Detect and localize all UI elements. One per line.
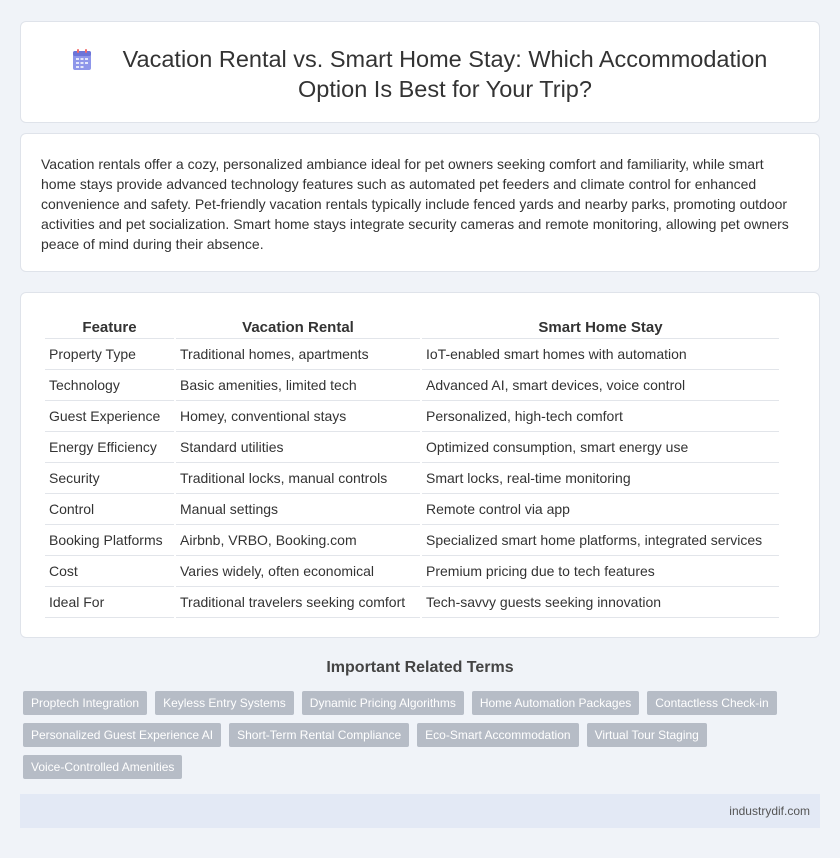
table-cell: Varies widely, often economical — [176, 556, 420, 587]
intro-card — [20, 133, 820, 272]
table-cell: Specialized smart home platforms, integrated services — [422, 525, 779, 556]
table-cell: Booking Platforms — [45, 525, 174, 556]
table-cell: Technology — [45, 370, 174, 401]
related-terms-list — [23, 691, 813, 787]
title-card — [20, 21, 820, 123]
related-term-tag[interactable]: Keyless Entry Systems — [155, 691, 294, 715]
table-cell: Smart locks, real-time monitoring — [422, 463, 779, 494]
table-cell: Energy Efficiency — [45, 432, 174, 463]
table-row — [45, 370, 779, 401]
table-cell: Property Type — [45, 339, 174, 370]
table-row — [45, 401, 779, 432]
table-cell: Premium pricing due to tech features — [422, 556, 779, 587]
table-cell: Remote control via app — [422, 494, 779, 525]
footer — [20, 794, 820, 828]
related-term-tag[interactable]: Eco-Smart Accommodation — [417, 723, 578, 747]
table-cell: Homey, conventional stays — [176, 401, 420, 432]
related-term-tag[interactable]: Proptech Integration — [23, 691, 147, 715]
table-row — [45, 494, 779, 525]
table-cell: Traditional locks, manual controls — [176, 463, 420, 494]
page-title: Vacation Rental vs. Smart Home Stay: Which Accommodation Option Is Best for Your Trip? — [122, 46, 768, 102]
comparison-table — [43, 313, 781, 618]
column-header-feature: Feature — [45, 313, 174, 339]
table-cell: Cost — [45, 556, 174, 587]
table-cell: Traditional homes, apartments — [176, 339, 420, 370]
table-header-row — [45, 313, 779, 339]
footer-site-link[interactable]: industrydif.com — [729, 804, 810, 818]
table-cell: Ideal For — [45, 587, 174, 618]
table-cell: Security — [45, 463, 174, 494]
table-cell: Optimized consumption, smart energy use — [422, 432, 779, 463]
column-header-smart-home-stay: Smart Home Stay — [422, 313, 779, 339]
related-term-tag[interactable]: Contactless Check-in — [647, 691, 776, 715]
table-cell: Personalized, high-tech comfort — [422, 401, 779, 432]
related-term-tag[interactable]: Short-Term Rental Compliance — [229, 723, 409, 747]
table-row — [45, 463, 779, 494]
table-cell: Traditional travelers seeking comfort — [176, 587, 420, 618]
table-cell: Manual settings — [176, 494, 420, 525]
table-cell: Basic amenities, limited tech — [176, 370, 420, 401]
table-cell: Airbnb, VRBO, Booking.com — [176, 525, 420, 556]
table-row — [45, 339, 779, 370]
table-cell: Guest Experience — [45, 401, 174, 432]
intro-paragraph: Vacation rentals offer a cozy, personalized ambiance ideal for pet owners seeking comfort and familiarity, while smart home stays provide advanced technology features such as automated pet feeders and climate control for enhanced convenience and safety. Pet-friendly vacation rentals typically include fenced yards and nearby parks, promoting outdoor activities and pet socialization. Smart home stays integrate security cameras and remote monitoring, allowing pet owners peace of mind during their absence. — [41, 156, 789, 252]
comparison-card — [20, 292, 820, 638]
related-terms-heading: Important Related Terms — [326, 659, 514, 676]
table-cell: Tech-savvy guests seeking innovation — [422, 587, 779, 618]
table-row — [45, 556, 779, 587]
table-cell: Standard utilities — [176, 432, 420, 463]
related-term-tag[interactable]: Dynamic Pricing Algorithms — [302, 691, 464, 715]
column-header-vacation-rental: Vacation Rental — [176, 313, 420, 339]
table-row — [45, 587, 779, 618]
related-term-tag[interactable]: Virtual Tour Staging — [587, 723, 707, 747]
table-cell: IoT-enabled smart homes with automation — [422, 339, 779, 370]
related-term-tag[interactable]: Voice-Controlled Amenities — [23, 755, 182, 779]
table-cell: Advanced AI, smart devices, voice control — [422, 370, 779, 401]
table-cell: Control — [45, 494, 174, 525]
table-row — [45, 525, 779, 556]
table-row — [45, 432, 779, 463]
related-term-tag[interactable]: Personalized Guest Experience AI — [23, 723, 221, 747]
related-term-tag[interactable]: Home Automation Packages — [472, 691, 639, 715]
